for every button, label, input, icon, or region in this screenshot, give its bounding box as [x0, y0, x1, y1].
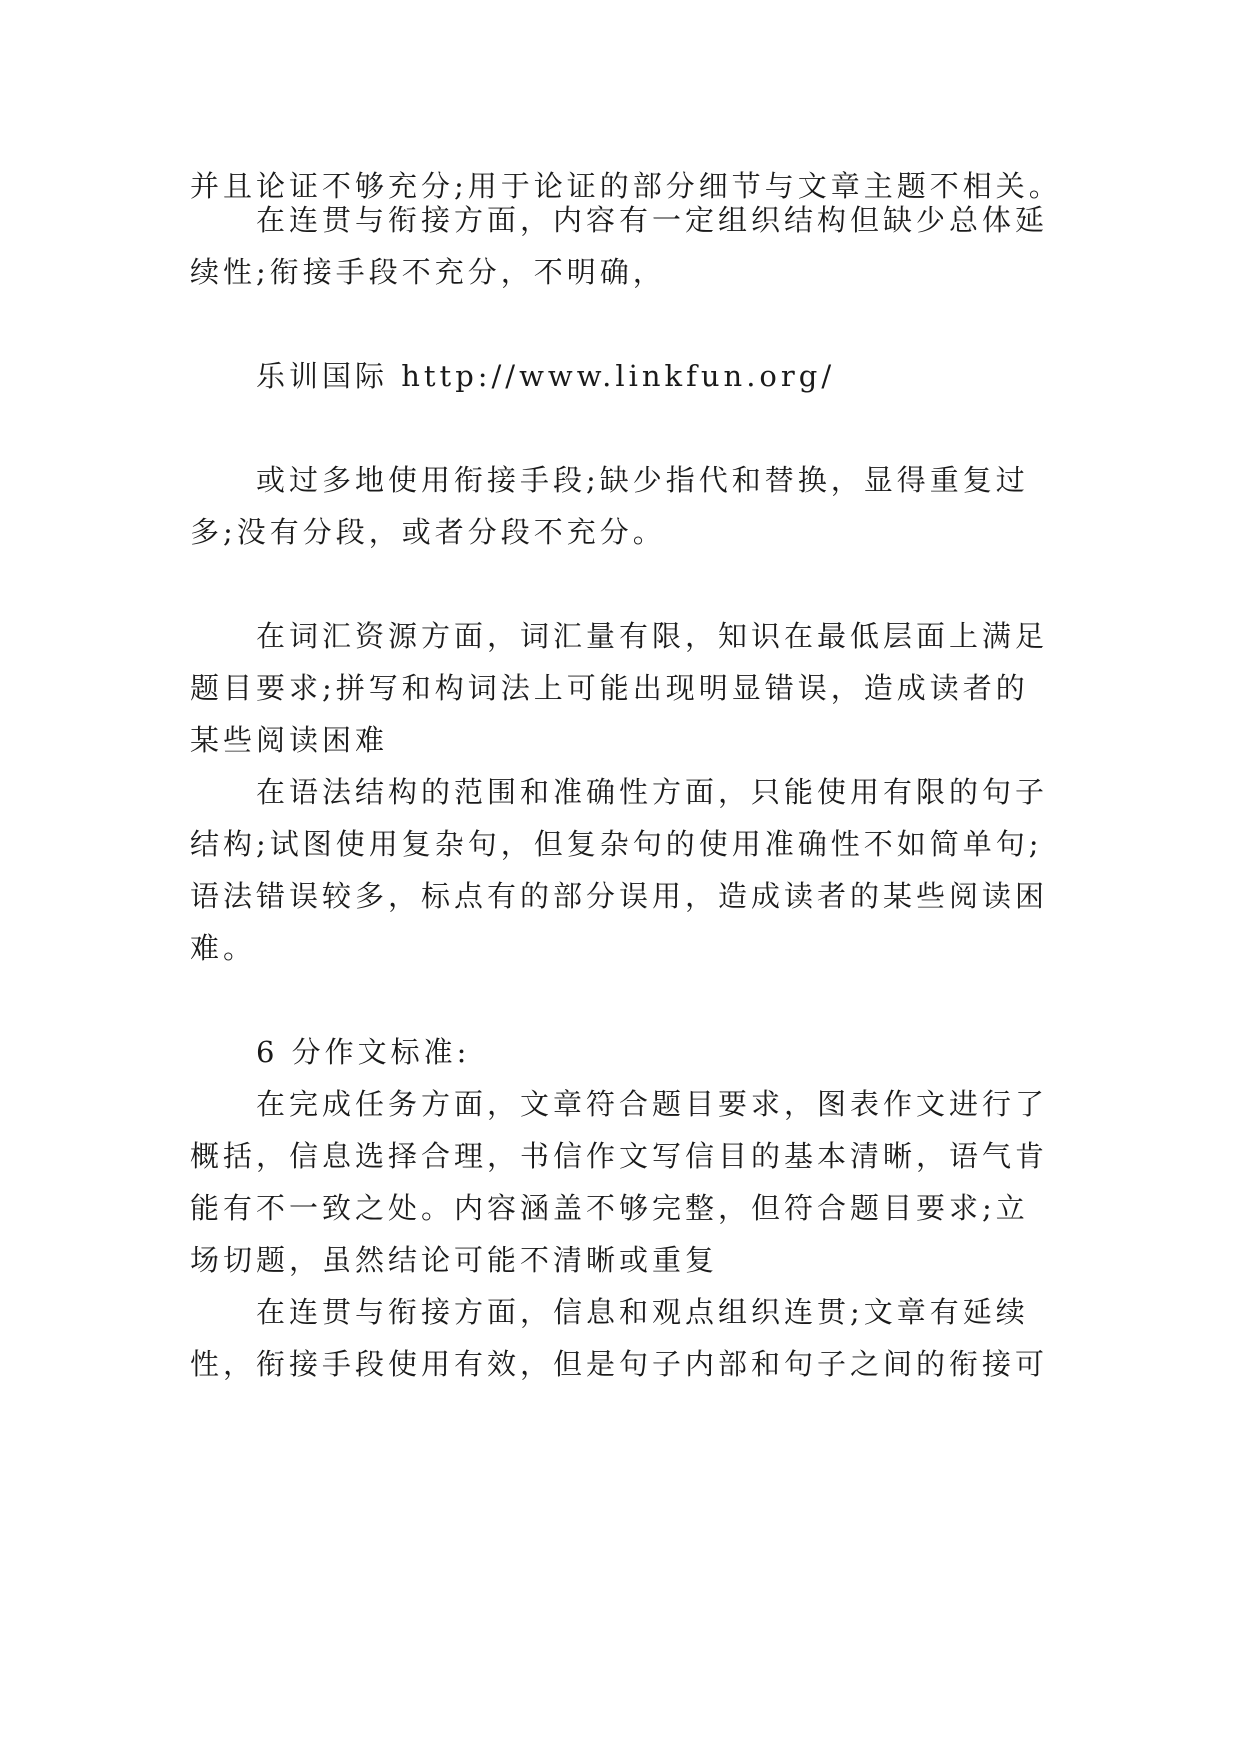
text-line: 在连贯与衔接方面，内容有一定组织结构但缺少总体延 — [256, 203, 1049, 237]
text-line: 性，衔接手段使用有效，但是句子内部和句子之间的衔接可 — [190, 1347, 1049, 1381]
text-line: 续性;衔接手段不充分，不明确， — [190, 255, 666, 289]
text-line: 在连贯与衔接方面，信息和观点组织连贯;文章有延续 — [256, 1295, 1029, 1329]
text-line: 题目要求;拼写和构词法上可能出现明显错误，造成读者的 — [190, 671, 1029, 705]
text-line: 场切题，虽然结论可能不清晰或重复 — [190, 1243, 719, 1277]
text-line: 在完成任务方面，文章符合题目要求，图表作文进行了 — [256, 1087, 1049, 1121]
text-line: 语法错误较多，标点有的部分误用，造成读者的某些阅读困 — [190, 879, 1049, 913]
text-line: 概括，信息选择合理，书信作文写信目的基本清晰，语气肯 — [190, 1139, 1049, 1173]
text-line: 在词汇资源方面，词汇量有限，知识在最低层面上满足 — [256, 619, 1049, 653]
website-link[interactable]: 乐训国际 http://www.linkfun.org/ — [256, 359, 836, 393]
text-line: 结构;试图使用复杂句，但复杂句的使用准确性不如简单句; — [190, 827, 1043, 861]
text-line: 难。 — [190, 931, 257, 965]
text-line: 能有不一致之处。内容涵盖不够完整，但符合题目要求;立 — [190, 1191, 1029, 1225]
text-line: 在语法结构的范围和准确性方面，只能使用有限的句子 — [256, 775, 1049, 809]
text-line: 并且论证不够充分;用于论证的部分细节与文章主题不相关。 — [190, 169, 1062, 203]
text-line: 多;没有分段，或者分段不充分。 — [190, 515, 666, 549]
text-line: 或过多地使用衔接手段;缺少指代和替换，显得重复过 — [256, 463, 1029, 497]
section-heading: 6 分作文标准: — [256, 1035, 471, 1069]
text-line: 某些阅读困难 — [190, 723, 389, 757]
